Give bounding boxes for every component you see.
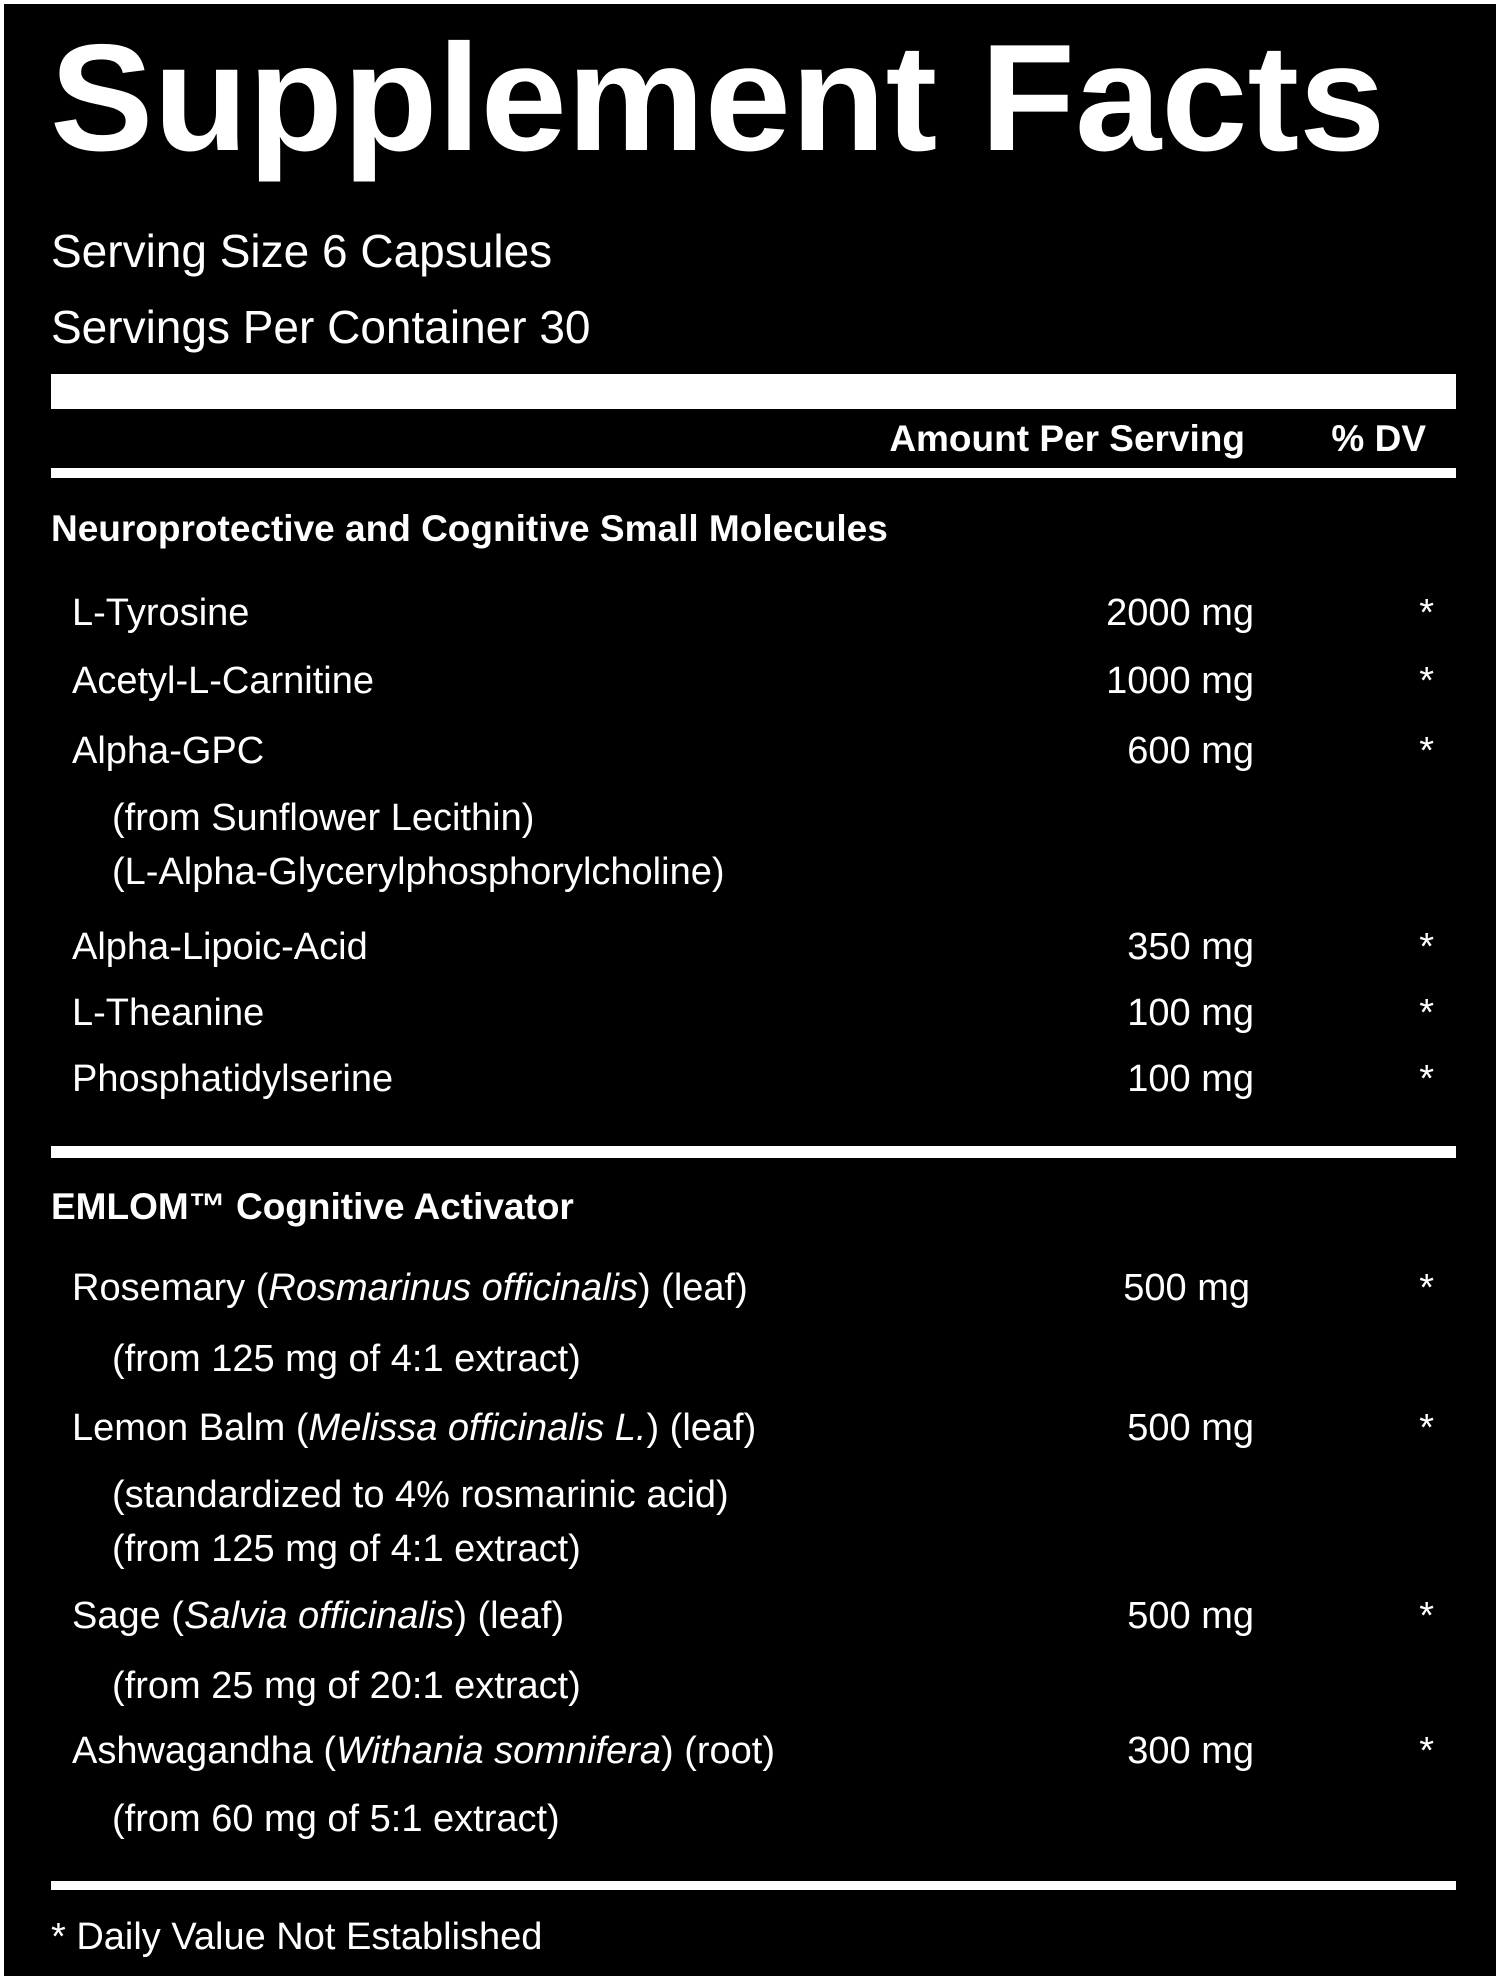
latin-name: Rosmarinus officinalis <box>268 1267 638 1309</box>
latin-name: Melissa officinalis L. <box>308 1407 647 1449</box>
ingredient-dv: * <box>1419 1407 1434 1449</box>
ingredient-dv: * <box>1419 1595 1434 1637</box>
ingredient-note: (from 125 mg of 4:1 extract) <box>112 1338 581 1380</box>
ingredient-note: (from 125 mg of 4:1 extract) <box>112 1528 581 1570</box>
header-divider <box>51 468 1456 478</box>
ingredient-dv: * <box>1419 660 1434 702</box>
ingredient-row <box>4 1269 1500 1313</box>
footnote: * Daily Value Not Established <box>51 1916 543 1958</box>
section-divider <box>51 1146 1456 1158</box>
footer-divider <box>51 1881 1456 1890</box>
section-heading-emlom: EMLOM™ Cognitive Activator <box>51 1186 574 1227</box>
ingredient-note: (from 25 mg of 20:1 extract) <box>112 1665 581 1707</box>
ingredient-amount: 350 mg <box>1127 926 1254 968</box>
latin-name: Withania somnifera <box>336 1730 661 1772</box>
ingredient-name: Lemon Balm (Melissa officinalis L.) (leaf) <box>72 1407 757 1449</box>
ingredient-note: (from Sunflower Lecithin) <box>112 797 535 839</box>
ingredient-name: L-Tyrosine <box>72 592 250 634</box>
ingredient-note: (L-Alpha-Glycerylphosphorylcholine) <box>112 851 725 893</box>
ingredient-row <box>4 732 1500 776</box>
ingredient-dv: * <box>1419 1730 1434 1772</box>
ingredient-amount: 500 mg <box>1127 1407 1254 1449</box>
ingredient-name: Alpha-Lipoic-Acid <box>72 926 368 968</box>
ingredient-name: L-Theanine <box>72 992 265 1034</box>
ingredient-dv: * <box>1419 992 1434 1034</box>
ingredient-name: Sage (Salvia officinalis) (leaf) <box>72 1595 565 1637</box>
ingredient-amount: 2000 mg <box>1106 592 1254 634</box>
ingredient-amount: 100 mg <box>1127 1058 1254 1100</box>
ingredient-name: Alpha-GPC <box>72 730 265 772</box>
ingredient-row <box>4 594 1500 638</box>
section-heading-neuroprotective: Neuroprotective and Cognitive Small Molecules <box>51 508 888 549</box>
panel-title: Supplement Facts <box>50 13 1386 183</box>
ingredient-dv: * <box>1419 1058 1434 1100</box>
dv-header: % DV <box>1331 418 1426 459</box>
ingredient-row <box>4 662 1500 706</box>
ingredient-note: (standardized to 4% rosmarinic acid) <box>112 1474 729 1516</box>
ingredient-amount: 500 mg <box>1127 1595 1254 1637</box>
ingredient-amount: 1000 mg <box>1106 660 1254 702</box>
ingredient-dv: * <box>1419 592 1434 634</box>
ingredient-note: (from 60 mg of 5:1 extract) <box>112 1798 560 1840</box>
ingredient-dv: * <box>1419 926 1434 968</box>
ingredient-row <box>4 1409 1500 1453</box>
ingredient-row <box>4 1732 1500 1776</box>
ingredient-name: Rosemary (Rosmarinus officinalis) (leaf) <box>72 1267 748 1309</box>
ingredient-row <box>4 994 1500 1038</box>
ingredient-amount: 100 mg <box>1127 992 1254 1034</box>
latin-name: Salvia officinalis <box>183 1595 455 1637</box>
ingredient-amount: 600 mg <box>1127 730 1254 772</box>
ingredient-name: Acetyl-L-Carnitine <box>72 660 374 702</box>
serving-size: Serving Size 6 Capsules <box>51 225 553 277</box>
ingredient-dv: * <box>1419 730 1434 772</box>
servings-per-container: Servings Per Container 30 <box>51 301 591 353</box>
ingredient-amount: 300 mg <box>1127 1730 1254 1772</box>
ingredient-row <box>4 1060 1500 1104</box>
ingredient-row <box>4 1597 1500 1641</box>
ingredient-name: Ashwagandha (Withania somnifera) (root) <box>72 1730 775 1772</box>
ingredient-dv: * <box>1419 1267 1434 1309</box>
ingredient-amount: 500 mg <box>1123 1267 1250 1309</box>
ingredient-name: Phosphatidylserine <box>72 1058 394 1100</box>
amount-per-serving-header: Amount Per Serving <box>889 418 1245 459</box>
ingredient-row <box>4 928 1500 972</box>
thick-divider <box>51 374 1456 409</box>
